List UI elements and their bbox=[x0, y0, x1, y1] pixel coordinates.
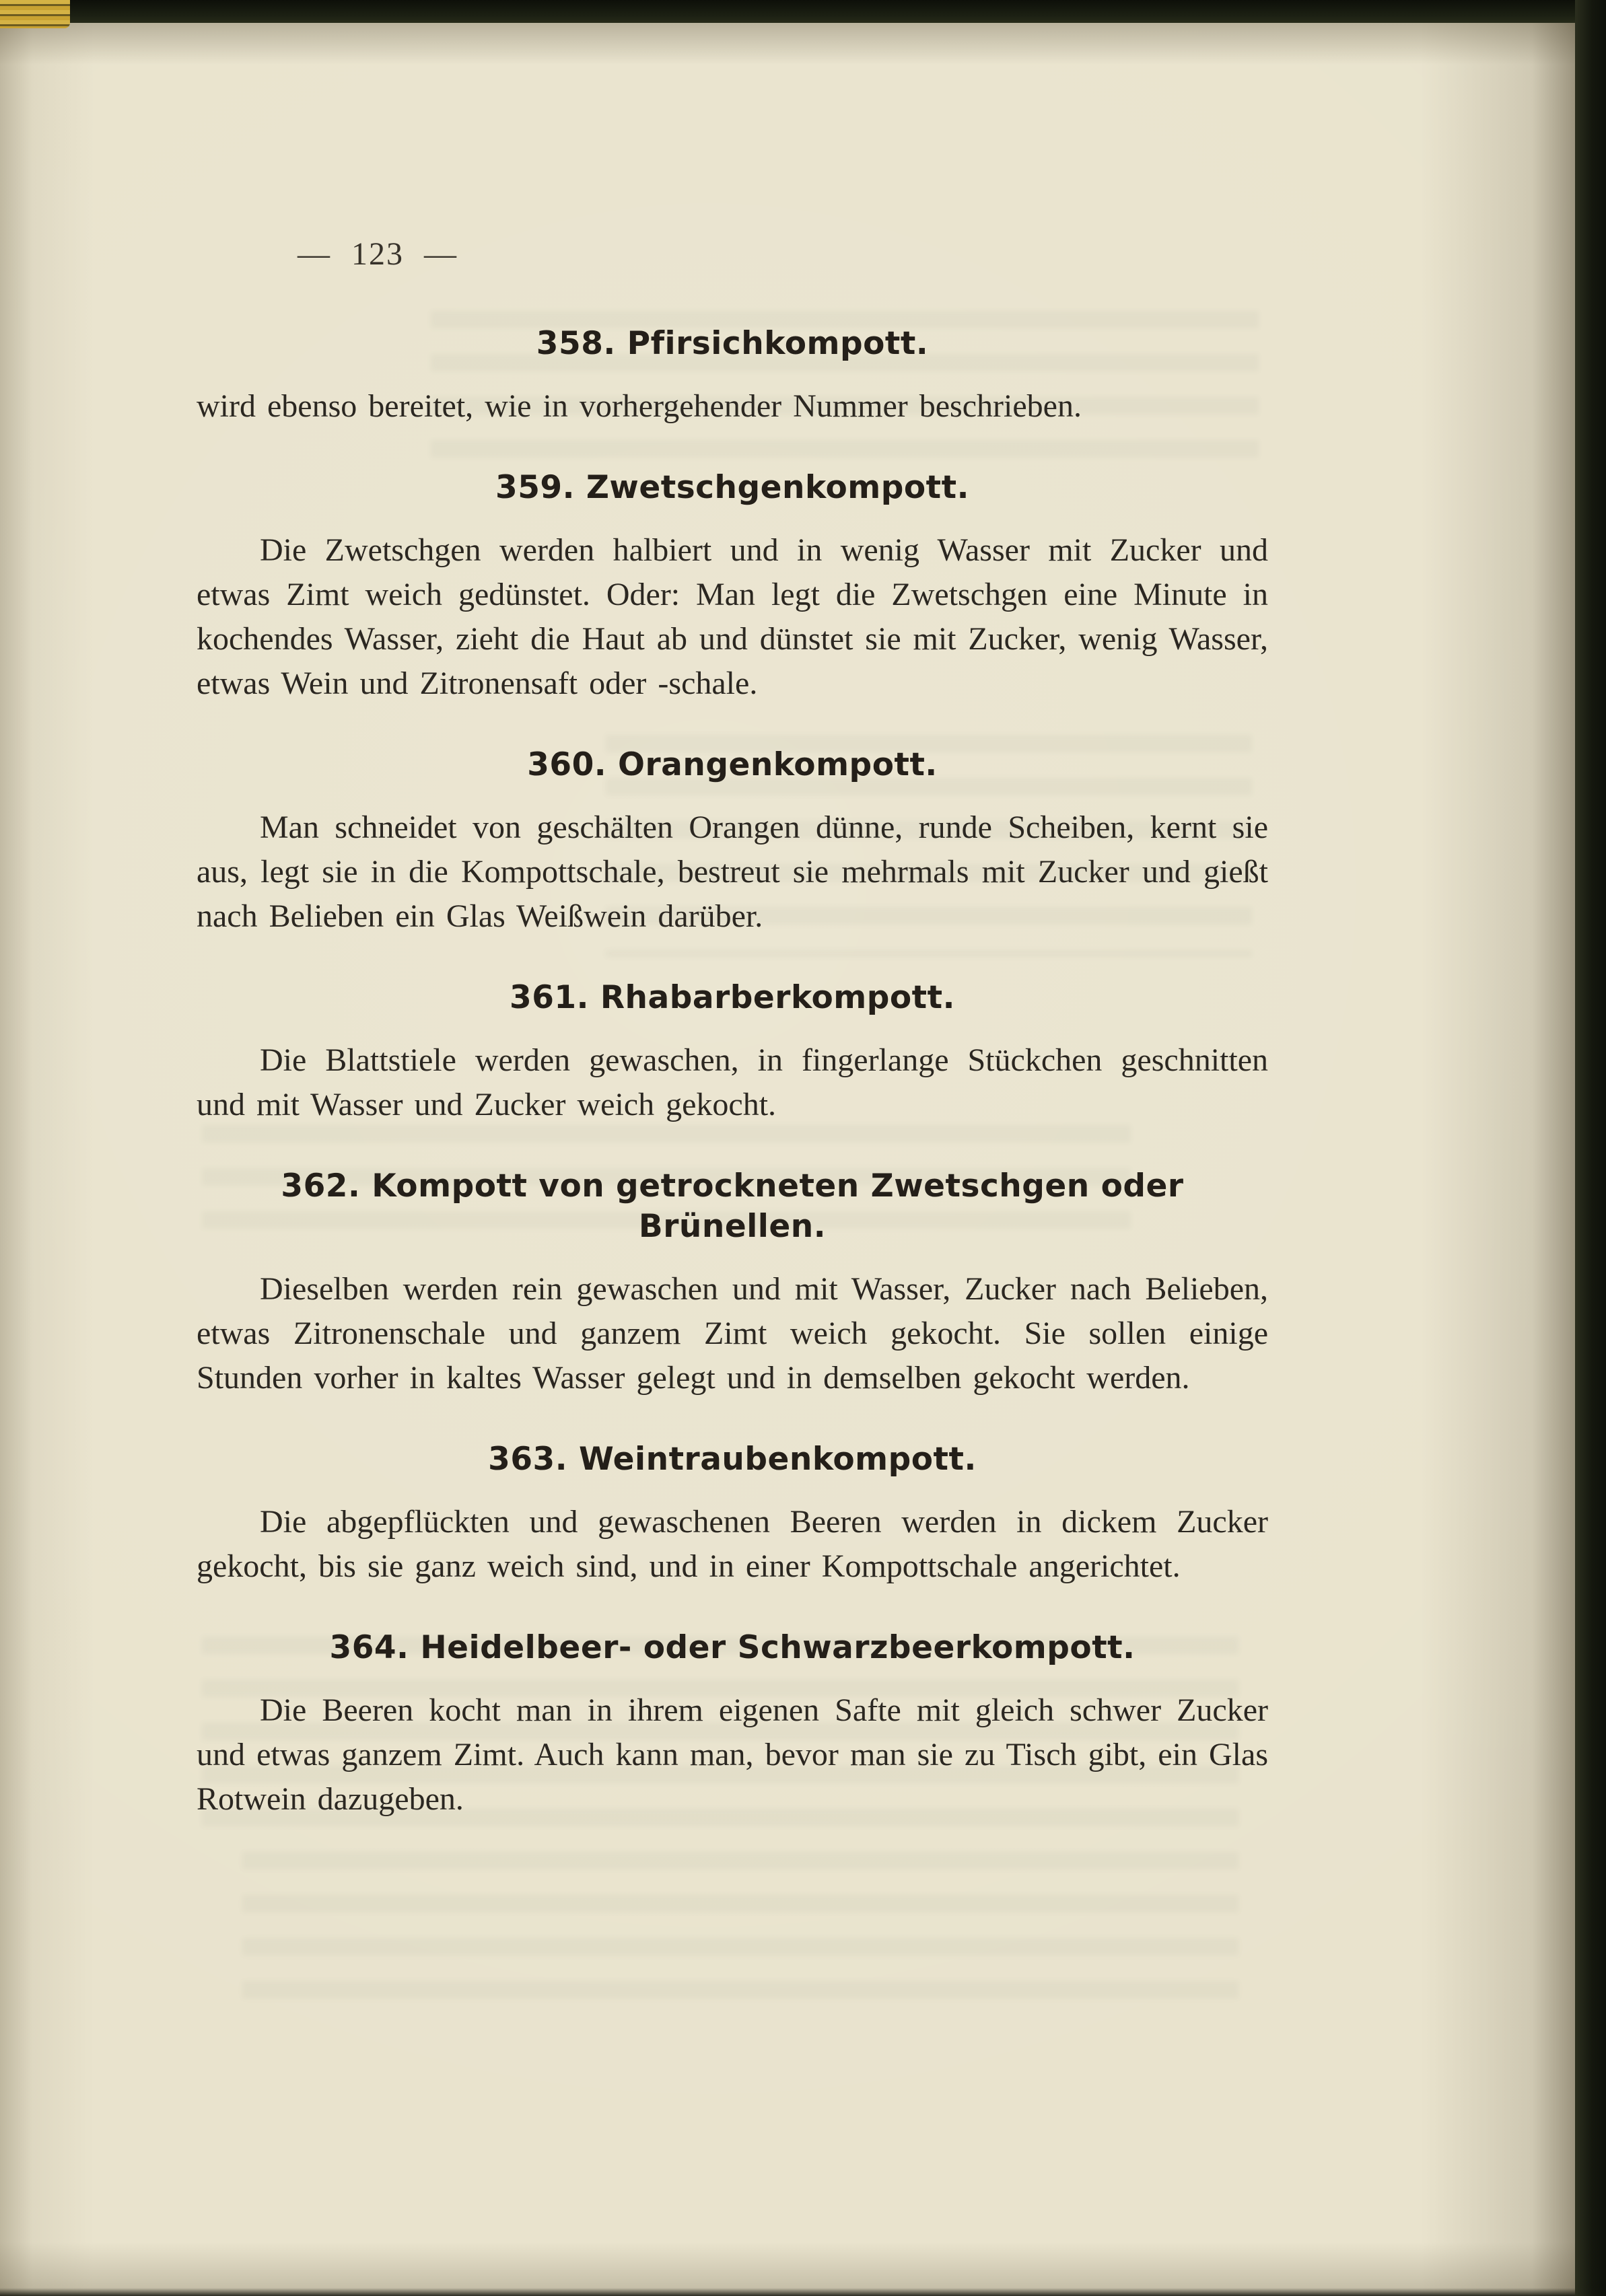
page-number: — 123 — bbox=[298, 236, 458, 272]
recipe-section-363 bbox=[197, 1439, 1268, 1589]
recipe-text: Die Blattstiele werden gewaschen, in fingerlange Stückchen geschnitten und mit Wasser und Zucker weich gekocht. bbox=[197, 1042, 1268, 1122]
paper-sheet bbox=[0, 22, 1575, 2296]
recipe-title: 361. Rhabarberkompott. bbox=[510, 979, 955, 1016]
bleedthrough-text bbox=[242, 1852, 1238, 2013]
recipe-section-361 bbox=[197, 978, 1268, 1127]
recipe-text: Die Zwetschgen werden halbiert und in wenig Wasser mit Zucker und etwas Zimt weich gedünstet. Oder: Man legt die Zwetschgen eine Minute in kochendes Wasser, zieht die Haut ab und dünstet sie mit Zucker, wenig Wasser, etwas Wein und Zitronensaft oder -schale. bbox=[197, 532, 1268, 701]
recipe-section-362 bbox=[197, 1166, 1268, 1400]
recipe-title: 363. Weintraubenkompott. bbox=[488, 1441, 977, 1478]
scan-edge-bottom bbox=[0, 2288, 1575, 2296]
recipe-text: Die Beeren kocht man in ihrem eigenen Safte mit gleich schwer Zucker und etwas ganzem Zimt. Auch kann man, bevor man sie zu Tisch gibt, ein Glas Rotwein dazugeben. bbox=[197, 1692, 1268, 1817]
recipe-title: 362. Kompott von getrockneten Zwetschgen oder Brünellen. bbox=[281, 1168, 1184, 1245]
recipe-section-359 bbox=[197, 468, 1268, 706]
scan-edge-top bbox=[0, 0, 1606, 23]
book-page-edges-corner bbox=[0, 0, 70, 28]
recipe-text: wird ebenso bereitet, wie in vorhergehender Nummer beschrieben. bbox=[197, 388, 1082, 424]
recipe-title: 360. Orangenkompott. bbox=[527, 746, 938, 783]
recipe-text: Die abgepflückten und gewaschenen Beeren werden in dickem Zucker gekocht, bis sie ganz weich sind, und in einer Kompottschale angerichtet. bbox=[197, 1504, 1268, 1584]
recipe-section-360 bbox=[197, 745, 1268, 939]
recipe-title: 359. Zwetschgenkompott. bbox=[495, 469, 969, 506]
recipe-title: 358. Pfirsichkompott. bbox=[536, 325, 929, 362]
scan-edge-right bbox=[1575, 0, 1606, 2296]
recipe-section-358 bbox=[197, 324, 1268, 429]
recipe-text: Man schneidet von geschälten Orangen dünne, runde Scheiben, kernt sie aus, legt sie in die Kompottschale, bestreut sie mehrmals mit Zucker und gießt nach Belieben ein Glas Weißwein darüber. bbox=[197, 810, 1268, 934]
recipe-title: 364. Heidelbeer- oder Schwarzbeerkompott. bbox=[329, 1629, 1136, 1666]
recipe-section-364 bbox=[197, 1628, 1268, 1822]
type-area bbox=[197, 236, 1268, 1822]
recipe-text: Dieselben werden rein gewaschen und mit Wasser, Zucker nach Belieben, etwas Zitronenschale und ganzem Zimt weich gekocht. Sie sollen einige Stunden vorher in kaltes Wasser gelegt und in demselben gekocht werden. bbox=[197, 1271, 1268, 1396]
